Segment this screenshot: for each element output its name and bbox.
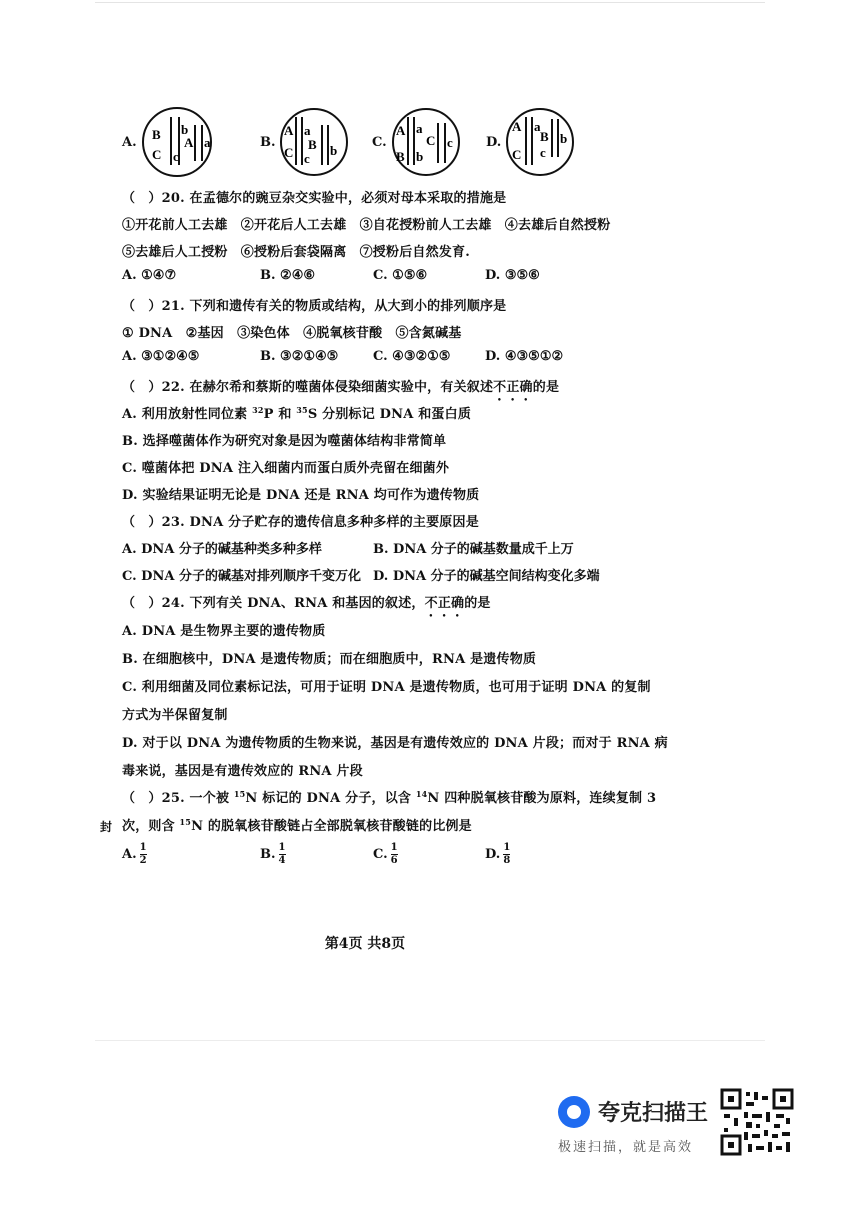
isotope-mass: 32 <box>252 405 264 415</box>
allele-label: B <box>396 149 405 164</box>
question-21-option-a: A. ③①②④⑤ <box>122 349 200 364</box>
option-label: C. <box>373 847 388 862</box>
allele-label: b <box>330 143 338 158</box>
question-20-option-a: A. ①④⑦ <box>122 268 177 283</box>
denominator: 4 <box>278 855 286 866</box>
question-21-line1: ① DNA ②基因 ③染色体 ④脱氧核苷酸 ⑤含氮碱基 <box>122 326 462 341</box>
question-25-stem-line2 <box>122 815 472 834</box>
allele-label: c <box>447 135 453 150</box>
allele-label: a <box>304 123 311 138</box>
allele-label: B <box>152 127 161 142</box>
question-22-option-d: D. 实验结果证明无论是 DNA 还是 RNA 均可作为遗传物质 <box>122 488 480 503</box>
isotope-mass: 14 <box>415 789 428 799</box>
question-21-option-b: B. ③②①④⑤ <box>260 349 339 364</box>
allele-label: A <box>512 119 522 134</box>
allele-label: C <box>152 147 162 162</box>
allele-label: C <box>426 133 436 148</box>
brand-name: 夸克扫描王 <box>598 1101 709 1126</box>
figure-options-row <box>122 105 602 180</box>
denominator: 2 <box>139 855 147 866</box>
question-23-stem: （ ）23. DNA 分子贮存的遗传信息多种多样的主要原因是 <box>122 515 479 530</box>
allele-label: B <box>308 137 317 152</box>
fraction <box>503 843 510 866</box>
cell-diagram-b <box>278 105 352 179</box>
question-22-option-c: C. 噬菌体把 DNA 注入细菌内而蛋白质外壳留在细菌外 <box>122 461 450 476</box>
question-25-option-a <box>122 843 147 866</box>
allele-label: c <box>304 151 310 166</box>
option-label: A. <box>122 847 137 862</box>
question-25-stem <box>122 787 656 806</box>
question-25-option-d <box>485 843 510 866</box>
figure-option-letter: B. <box>260 135 276 150</box>
stem-text: 的是 <box>532 380 560 395</box>
isotope-mass: 35 <box>296 405 308 415</box>
figure-option-letter: D. <box>486 135 502 150</box>
question-20-option-d: D. ③⑤⑥ <box>485 268 540 283</box>
fraction <box>140 843 147 866</box>
question-23-option-c: C. DNA 分子的碱基对排列顺序千变万化 <box>122 569 361 584</box>
emphasized-text: 不正确 <box>493 380 533 395</box>
denominator: 8 <box>503 855 511 866</box>
question-21-option-d: D. ④③⑤①② <box>485 349 564 364</box>
question-24-stem <box>122 592 491 620</box>
allele-label: a <box>416 121 423 136</box>
question-20-stem: （ ）20. 在孟德尔的豌豆杂交实验中，必须对母本采取的措施是 <box>122 191 507 206</box>
question-22-stem <box>122 376 559 404</box>
question-24-option-c-line2: 方式为半保留复制 <box>122 708 228 723</box>
denominator: 6 <box>390 855 398 866</box>
allele-label: C <box>284 145 294 160</box>
question-24-option-b: B. 在细胞核中，DNA 是遗传物质；而在细胞质中，RNA 是遗传物质 <box>122 652 537 667</box>
stem-text: N 标记的 DNA 分子，以含 <box>245 791 416 806</box>
question-20-option-b: B. ②④⑥ <box>260 268 316 283</box>
allele-label: C <box>512 147 522 162</box>
allele-label: a <box>534 119 541 134</box>
question-21-stem: （ ）21. 下列和遗传有关的物质或结构，从大到小的排列顺序是 <box>122 299 507 314</box>
question-24-option-d-line1: D. 对于以 DNA 为遗传物质的生物来说，基因是有遗传效应的 DNA 片段；而对于 RNA 病 <box>122 736 668 751</box>
allele-label: A <box>184 135 194 150</box>
question-24-option-c-line1: C. 利用细菌及同位素标记法，可用于证明 DNA 是遗传物质，也可用于证明 DNA 的复制 <box>122 680 651 695</box>
stem-text: （ ）22. 在赫尔希和蔡斯的噬菌体侵染细菌实验中，有关叙述 <box>122 380 494 395</box>
question-24-option-a: A. DNA 是生物界主要的遗传物质 <box>122 624 326 639</box>
cell-diagram-a <box>138 105 216 179</box>
fraction <box>279 843 286 866</box>
stem-text: N 四种脱氧核苷酸为原料，连续复制 3 <box>427 791 657 806</box>
stem-text: 的是 <box>464 596 491 611</box>
question-22-option-b: B. 选择噬菌体作为研究对象是因为噬菌体结构非常简单 <box>122 434 447 449</box>
allele-label: a <box>204 135 211 150</box>
binding-margin-mark: 封 <box>100 820 113 834</box>
figure-option-letter: A. <box>122 135 137 150</box>
qr-code-icon <box>720 1088 794 1156</box>
allele-label: c <box>173 149 179 164</box>
allele-label: c <box>540 145 546 160</box>
question-21-option-c: C. ④③②①⑤ <box>373 349 451 364</box>
numerator: 1 <box>503 842 511 853</box>
stem-text: 次，则含 <box>122 819 180 834</box>
stem-text: N 的脱氧核苷酸链占全部脱氧核苷酸链的比例是 <box>191 819 472 834</box>
bottom-divider <box>95 1040 765 1041</box>
brand-slogan: 极速扫描，就是高效 <box>558 1140 694 1155</box>
option-text: P 和 <box>263 407 297 422</box>
figure-option-letter: C. <box>372 135 387 150</box>
cell-diagram-c <box>390 105 464 179</box>
quark-logo-icon <box>558 1096 590 1128</box>
numerator: 1 <box>139 842 147 853</box>
allele-label: b <box>416 149 424 164</box>
option-label: B. <box>260 847 276 862</box>
question-20-line1: ①开花前人工去雄 ②开花后人工去雄 ③自花授粉前人工去雄 ④去雄后自然授粉 <box>122 218 611 233</box>
isotope-mass: 15 <box>233 789 246 799</box>
question-23-option-a: A. DNA 分子的碱基种类多种多样 <box>122 542 322 557</box>
option-label: D. <box>485 847 501 862</box>
option-text: S 分别标记 DNA 和蛋白质 <box>307 407 472 422</box>
question-22-option-a <box>122 403 471 422</box>
numerator: 1 <box>390 842 398 853</box>
question-25-option-c <box>373 843 398 866</box>
option-text: A. 利用放射性同位素 <box>122 407 253 422</box>
page-number: 第4页 共8页 <box>324 936 406 952</box>
allele-label: B <box>540 129 549 144</box>
stem-text: （ ）25. 一个被 <box>122 791 234 806</box>
question-24-option-d-line2: 毒来说，基因是有遗传效应的 RNA 片段 <box>122 764 363 779</box>
fraction <box>391 843 398 866</box>
stem-text: （ ）24. 下列有关 DNA、RNA 和基因的叙述， <box>122 596 425 611</box>
allele-label: b <box>181 122 189 137</box>
top-divider <box>95 2 765 3</box>
allele-label: A <box>284 123 294 138</box>
cell-diagram-d <box>504 105 578 179</box>
allele-label: b <box>560 131 568 146</box>
question-20-option-c: C. ①⑤⑥ <box>373 268 428 283</box>
isotope-mass: 15 <box>179 817 192 827</box>
question-23-option-b: B. DNA 分子的碱基数量成千上万 <box>373 542 574 557</box>
question-25-option-b <box>260 843 286 866</box>
emphasized-text: 不正确 <box>424 596 465 611</box>
question-23-option-d: D. DNA 分子的碱基空间结构变化多端 <box>373 569 600 584</box>
numerator: 1 <box>278 842 286 853</box>
allele-label: A <box>396 123 406 138</box>
question-20-line2: ⑤去雄后人工授粉 ⑥授粉后套袋隔离 ⑦授粉后自然发育. <box>122 245 470 260</box>
